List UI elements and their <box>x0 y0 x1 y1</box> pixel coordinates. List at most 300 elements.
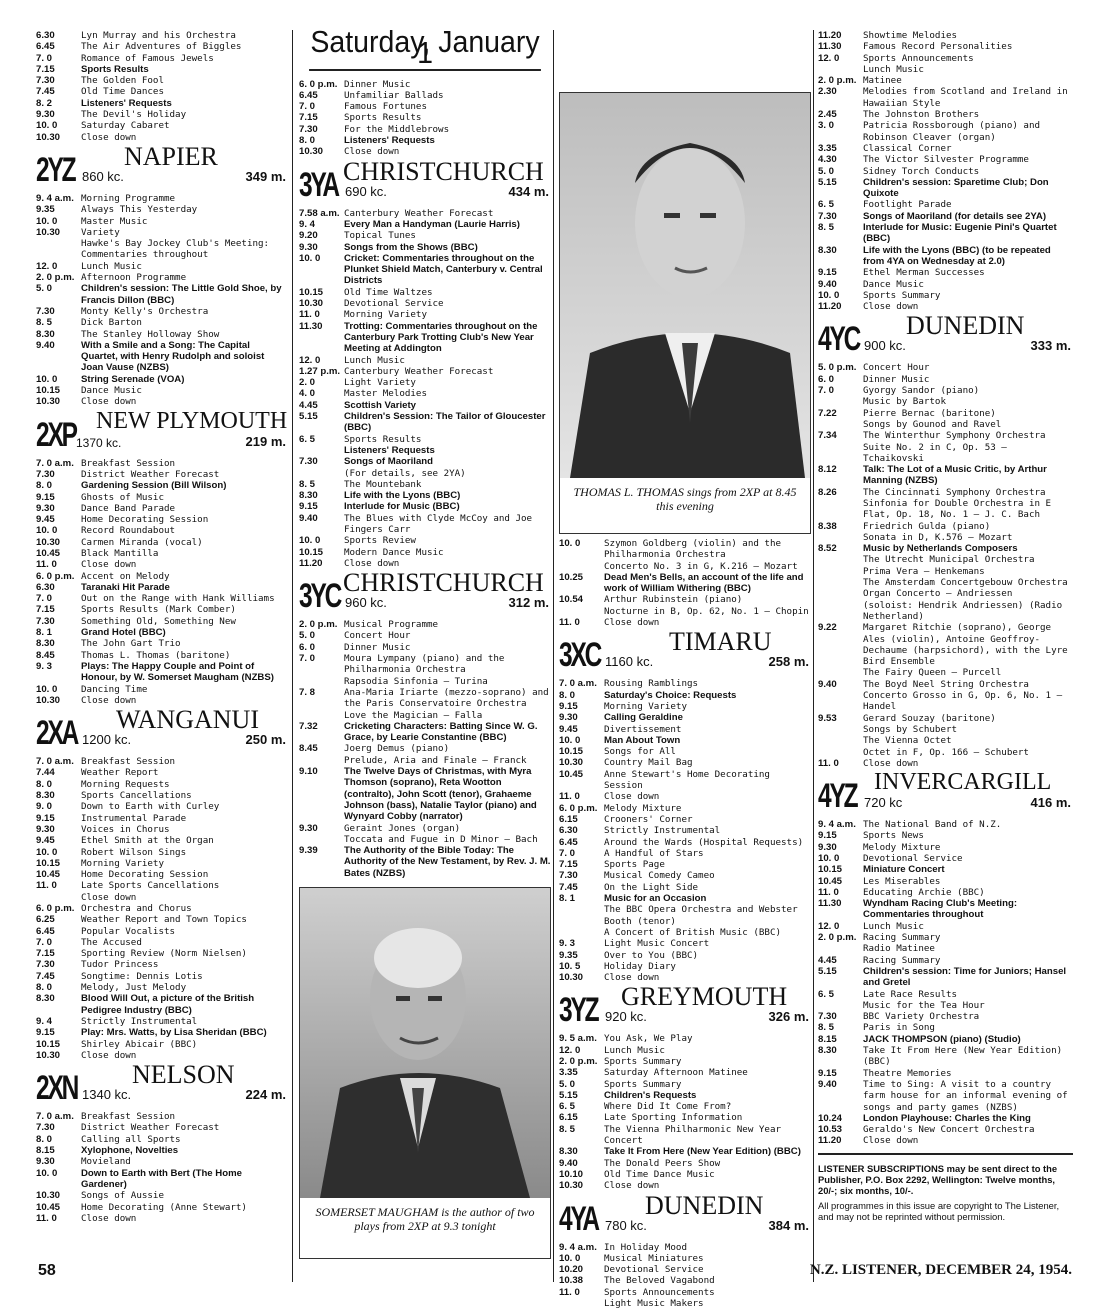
programme-title: Grand Hotel (BBC) <box>81 627 166 639</box>
programme-title: You Ask, We Play <box>604 1033 693 1045</box>
programme-row <box>36 64 288 75</box>
programme-time: 9. 4 a.m. <box>818 819 856 831</box>
subscription-text: LISTENER SUBSCRIPTIONS may be sent direct to the Publisher, P.O. Box 2292, Wellington: Twelve months, 20/-; six months, 10/-. <box>818 1162 1058 1196</box>
programme-row <box>36 801 288 812</box>
programme-row <box>36 1134 288 1145</box>
programme-row <box>818 430 1073 441</box>
programme-time: 9.45 <box>559 723 578 735</box>
programme-title: Lunch Music <box>863 63 924 75</box>
programme-time: 3.35 <box>559 1067 578 1079</box>
programme-row <box>36 30 288 41</box>
programme-list <box>299 619 551 879</box>
programme-title: Musical Comedy Cameo <box>604 870 715 882</box>
maugham-caption: SOMERSET MAUGHAM is the author of two plays from 2XP at 9.3 tonight <box>315 1205 535 1234</box>
programme-row <box>559 690 811 701</box>
programme-time: 7.15 <box>36 948 55 960</box>
programme-row <box>818 385 1073 396</box>
programme-time: 10.53 <box>818 1124 843 1136</box>
programme-title: Sports Results <box>81 63 149 75</box>
programme-time: 8. 0 <box>36 1133 53 1145</box>
programme-row <box>36 329 288 340</box>
programme-title: Devotional Service <box>604 1264 704 1276</box>
programme-row <box>36 847 288 858</box>
programme-row <box>36 858 288 869</box>
column-2 <box>299 30 551 1263</box>
programme-title: JACK THOMPSON (piano) (Studio) <box>863 1033 1021 1045</box>
programme-title: Movieland <box>81 1156 131 1168</box>
programme-row <box>818 211 1073 222</box>
programme-time: 4.30 <box>818 154 837 166</box>
programme-title: Songs by Schubert <box>863 723 958 735</box>
programme-time: 10.30 <box>559 757 584 769</box>
programme-row <box>36 903 288 914</box>
programme-row <box>559 904 811 927</box>
programme-row <box>818 876 1073 887</box>
programme-title: Close down <box>604 972 660 984</box>
programme-title: Octet in F, Op. 166 — Schubert <box>863 746 1029 758</box>
programme-row <box>818 199 1073 210</box>
programme-title: Dick Barton <box>81 317 142 329</box>
programme-list <box>818 30 1073 312</box>
programme-time: 7.44 <box>36 767 55 779</box>
programme-title: Matinee <box>863 75 902 87</box>
programme-row <box>36 340 288 374</box>
programme-time: 8. 5 <box>818 1022 835 1034</box>
programme-row <box>299 755 551 766</box>
station-city: DUNEDIN <box>645 1190 764 1220</box>
programme-time: 10.15 <box>36 857 61 869</box>
programme-row <box>559 1067 811 1078</box>
programme-title: Late Sports Cancellations <box>81 880 220 892</box>
programme-title: Szymon Goldberg (violin) and the Philharmonia Orchestra <box>604 538 782 561</box>
programme-title: Late Race Results <box>863 988 958 1000</box>
programme-title: Prima Vera — Henkemans <box>863 565 985 577</box>
programme-time: 4.45 <box>818 954 837 966</box>
programme-title: Taranaki Hit Parade <box>81 581 170 593</box>
programme-title: The Donald Peers Show <box>604 1157 721 1169</box>
programme-title: Famous Fortunes <box>344 101 427 113</box>
programme-time: 10. 0 <box>818 853 840 864</box>
programme-row <box>559 882 811 893</box>
programme-time: 5.15 <box>818 965 837 977</box>
programme-time <box>818 396 863 407</box>
programme-row <box>559 814 811 825</box>
station-header-4ya <box>559 1190 811 1238</box>
programme-time: 11. 0 <box>559 617 580 629</box>
programme-time: 7. 0 a.m. <box>36 756 74 768</box>
programme-time: 7.45 <box>36 86 55 98</box>
programme-title: Lunch Music <box>81 260 142 272</box>
programme-time: 4. 0 <box>299 388 316 400</box>
programme-title: Take It From Here (New Year Edition) (BBC) <box>863 1045 1063 1068</box>
programme-time: 10.30 <box>559 972 584 984</box>
programme-row <box>559 757 811 768</box>
programme-time <box>299 755 344 766</box>
programme-time: 8. 0 <box>36 982 53 994</box>
programme-row <box>818 120 1073 143</box>
programme-title: District Weather Forecast <box>81 1122 220 1134</box>
column-rule <box>553 30 554 1282</box>
station-city: GREYMOUTH <box>621 982 788 1012</box>
maugham-photo-frame <box>299 887 551 1259</box>
programme-title: Dead Men's Bells, an account of the life and work of William Withering (BBC) <box>604 571 804 595</box>
programme-title: Xylophone, Novelties <box>81 1145 179 1157</box>
programme-time: 10.45 <box>36 547 61 559</box>
programme-title: Talk: The Lot of a Music Critic, by Arthur Manning (NZBS) <box>863 464 1047 487</box>
programme-time: 7.45 <box>559 881 578 893</box>
programme-row <box>36 869 288 880</box>
programme-row <box>36 41 288 52</box>
programme-row <box>818 374 1073 385</box>
programme-row <box>36 306 288 317</box>
column-4 <box>818 30 1073 1222</box>
programme-row <box>299 230 551 241</box>
programme-title: Prelude, Aria and Finale — Franck <box>344 754 527 766</box>
programme-time: 7. 0 <box>36 52 53 64</box>
programme-time: 1.27 p.m. <box>299 365 341 377</box>
programme-time: 12. 0 <box>559 1044 581 1056</box>
programme-row <box>818 53 1073 64</box>
programme-time: 10.24 <box>818 1112 843 1124</box>
programme-time: 5. 0 <box>818 165 835 177</box>
programme-row <box>36 109 288 120</box>
programme-time: 10.54 <box>559 594 584 606</box>
programme-title: Dance Music <box>863 278 924 290</box>
programme-time <box>818 577 863 588</box>
programme-row <box>818 543 1073 554</box>
programme-time <box>818 735 863 746</box>
station-wavelength: 312 m. <box>508 595 549 611</box>
programme-title: Educating Archie (BBC) <box>863 886 985 898</box>
programme-title: With a Smile and a Song: The Capital Quartet, with Henry Rudolph and soloist Joan Vause (NZBS) <box>81 339 265 374</box>
programme-row <box>559 893 811 904</box>
programme-title: Melody, Just Melody <box>81 982 187 994</box>
programme-title: Sports Announcements <box>863 52 974 64</box>
programme-row <box>299 445 551 456</box>
programme-time: 2. 0 p.m. <box>559 1055 598 1067</box>
programme-time: 8.15 <box>818 1033 837 1045</box>
programme-row <box>559 1275 811 1286</box>
programme-title: Children's Session: The Tailor of Gloucester (BBC) <box>344 411 546 434</box>
programme-time: 10.15 <box>299 286 324 298</box>
programme-title: Concert Hour <box>863 362 930 374</box>
programme-title: Music by Netherlands Composers <box>863 543 1018 555</box>
station-code: 2XN <box>36 1069 78 1108</box>
programme-title: On the Light Side <box>604 881 699 893</box>
programme-title: (For details, see 2YA) <box>344 467 466 479</box>
programme-row <box>299 676 551 687</box>
programme-row <box>36 638 288 649</box>
programme-title: Listeners' Requests <box>344 444 435 456</box>
programme-row <box>559 1169 811 1180</box>
programme-row <box>36 272 288 283</box>
programme-time: 5. 0 <box>36 283 53 295</box>
programme-row <box>299 112 551 123</box>
programme-row <box>36 238 288 261</box>
station-frequency: 1200 kc. <box>82 732 132 748</box>
programme-time: 8.30 <box>559 1146 578 1158</box>
programme-row <box>818 177 1073 200</box>
programme-row <box>818 679 1073 690</box>
programme-list <box>299 79 551 158</box>
programme-title: The John Gart Trio <box>81 638 181 650</box>
programme-row <box>299 135 551 146</box>
programme-time <box>36 892 81 903</box>
programme-row <box>299 366 551 377</box>
programme-title: Sports Review <box>344 535 416 547</box>
divider <box>818 1153 1073 1155</box>
programme-title: Scottish Variety <box>344 399 416 411</box>
programme-row <box>818 577 1073 588</box>
programme-row <box>818 1022 1073 1033</box>
programme-row <box>36 824 288 835</box>
programme-title: Topical Tunes <box>344 230 416 242</box>
programme-title: Close down <box>344 146 400 158</box>
programme-title: Children's Requests <box>604 1089 697 1101</box>
programme-title: Afternoon Programme <box>81 272 187 284</box>
programme-row <box>559 1287 811 1298</box>
programme-list <box>36 193 288 408</box>
programme-time: 7.30 <box>299 123 318 135</box>
programme-time: 7.30 <box>36 305 55 317</box>
programme-time: 8.30 <box>818 244 837 256</box>
programme-time: 11.20 <box>818 30 842 41</box>
programme-row <box>36 1156 288 1167</box>
programme-title: Variety <box>81 226 120 238</box>
programme-title: Children's session: Sparetime Club; Don Quixote <box>863 176 1049 200</box>
programme-title: Musical Miniatures <box>604 1252 704 1264</box>
programme-row <box>36 1168 288 1191</box>
programme-row <box>299 642 551 653</box>
programme-row <box>818 955 1073 966</box>
programme-title: Close down <box>81 694 137 706</box>
programme-time: 9. 0 <box>36 801 53 813</box>
programme-row <box>559 1242 811 1253</box>
programme-row <box>36 1202 288 1213</box>
programme-time: 9.53 <box>818 712 837 724</box>
programme-title: Where Did It Come From? <box>604 1101 732 1113</box>
programme-row <box>818 41 1073 52</box>
station-city: CHRISTCHURCH <box>343 568 544 598</box>
programme-time: 11.20 <box>818 301 842 313</box>
programme-time: 8.38 <box>818 520 837 532</box>
programme-time: 4.45 <box>299 399 318 411</box>
programme-time: 11.30 <box>299 320 323 332</box>
station-wavelength: 258 m. <box>768 654 809 670</box>
programme-row <box>818 830 1073 841</box>
programme-row <box>36 1016 288 1027</box>
programme-time: 8.30 <box>818 1045 837 1057</box>
programme-title: Songs of Maoriland (for details see 2YA) <box>863 210 1047 222</box>
programme-time: 7. 0 a.m. <box>36 1111 74 1123</box>
programme-row <box>36 216 288 227</box>
programme-time: 9.35 <box>36 204 55 216</box>
programme-title: Sports Results (Mark Comber) <box>81 604 236 616</box>
programme-row <box>559 1033 811 1044</box>
programme-time <box>818 566 863 577</box>
programme-title: Down to Earth with Curley <box>81 801 220 813</box>
programme-title: Lunch Music <box>604 1044 665 1056</box>
programme-time: 7. 0 <box>36 593 53 605</box>
programme-row <box>559 927 811 938</box>
programme-time: 10. 0 <box>36 373 58 385</box>
programme-title: The National Band of N.Z. <box>863 819 1002 831</box>
programme-title: Down to Earth with Bert (The Home Gardener) <box>81 1167 242 1190</box>
station-wavelength: 219 m. <box>245 433 286 449</box>
programme-row <box>299 355 551 366</box>
programme-time: 8.45 <box>299 743 318 755</box>
programme-row <box>36 948 288 959</box>
programme-row <box>559 1158 811 1169</box>
programme-time: 9.22 <box>818 622 837 634</box>
station-frequency: 860 kc. <box>82 168 124 184</box>
programme-title: A Handful of Stars <box>604 847 704 859</box>
programme-time: 7. 0 <box>818 385 835 397</box>
programme-title: Black Mantilla <box>81 547 159 559</box>
programme-row <box>559 1101 811 1112</box>
programme-time: 10.30 <box>36 536 61 548</box>
programme-row <box>818 75 1073 86</box>
programme-time: 11.20 <box>299 557 323 569</box>
programme-row <box>299 501 551 512</box>
programme-title: Master Music <box>81 215 148 227</box>
programme-time: 9.40 <box>818 278 837 290</box>
programme-title: Lunch Music <box>863 920 924 932</box>
programme-title: The Utrecht Municipal Orchestra <box>863 554 1035 566</box>
programme-title: Sports Cancellations <box>81 790 192 802</box>
programme-row <box>818 487 1073 521</box>
programme-row <box>818 932 1073 943</box>
programme-time: 10. 0 <box>299 252 321 264</box>
programme-row <box>36 582 288 593</box>
programme-time: 7.30 <box>36 1122 55 1134</box>
programme-list <box>559 678 811 983</box>
programme-row <box>559 1079 811 1090</box>
programme-title: Devotional Service <box>344 298 444 310</box>
programme-title: Saturday Afternoon Matinee <box>604 1067 748 1079</box>
programme-title: Breakfast Session <box>81 1111 176 1123</box>
programme-row <box>36 756 288 767</box>
programme-title: Suite No. 2 in C, Op. 53 — Tchaikovski <box>863 441 1007 464</box>
programme-title: Breakfast Session <box>81 756 176 768</box>
programme-title: Life with the Lyons (BBC) <box>344 490 461 502</box>
programme-row <box>559 1146 811 1157</box>
station-header-2xp <box>36 407 288 454</box>
programme-time: 9.15 <box>818 267 837 279</box>
programme-time <box>818 600 863 623</box>
programme-row <box>299 630 551 641</box>
programme-title: Sports News <box>863 830 924 842</box>
station-city: INVERCARGILL <box>874 769 1052 796</box>
programme-time: 8.30 <box>36 638 55 650</box>
programme-title: Sports Announcements <box>604 1286 715 1298</box>
programme-title: Modern Dance Music <box>344 546 444 558</box>
programme-time: 12. 0 <box>818 52 840 64</box>
programme-time: 10. 5 <box>559 960 581 972</box>
programme-time: 10. 0 <box>36 120 58 132</box>
programme-row <box>36 283 288 306</box>
programme-row <box>818 1124 1073 1135</box>
station-code: 4YZ <box>818 777 857 816</box>
programme-time: 9.15 <box>36 1027 55 1039</box>
programme-title: The Accused <box>81 936 142 948</box>
programme-title: Classical Corner <box>863 142 952 154</box>
station-city: WANGANUI <box>116 705 259 735</box>
programme-time <box>818 747 863 758</box>
programme-time <box>818 554 863 565</box>
programme-row <box>559 1298 811 1309</box>
programme-time <box>559 561 604 572</box>
programme-row <box>36 1145 288 1156</box>
programme-row <box>299 79 551 90</box>
column-rule <box>292 30 293 1282</box>
programme-title: Gyorgy Sandor (piano) <box>863 385 980 397</box>
programme-row <box>559 701 811 712</box>
programme-title: Morning Programme <box>81 192 176 204</box>
programme-time: 9.10 <box>299 766 318 778</box>
programme-row <box>36 75 288 86</box>
programme-title: The Mountebank <box>344 478 422 490</box>
station-frequency: 900 kc. <box>864 338 906 354</box>
programme-row <box>36 813 288 824</box>
programme-time: 7. 0 a.m. <box>559 678 597 690</box>
programme-row <box>818 408 1073 419</box>
programme-time: 6. 5 <box>559 1101 576 1113</box>
programme-row <box>36 684 288 695</box>
programme-title: Dinner Music <box>344 641 411 653</box>
programme-row <box>559 769 811 792</box>
programme-title: Something Old, Something New <box>81 615 236 627</box>
programme-row <box>299 101 551 112</box>
programme-time: 7.30 <box>818 1011 837 1023</box>
programme-title: Melody Mixture <box>863 841 941 853</box>
programme-time: 8. 0 <box>559 689 576 701</box>
programme-row <box>299 309 551 320</box>
programme-row <box>818 1079 1073 1113</box>
programme-row <box>818 464 1073 487</box>
copyright-text: All programmes in this issue are copyright to The Listener, and may not be reprinted without permission. <box>818 1199 1060 1222</box>
programme-row <box>299 687 551 710</box>
station-wavelength: 326 m. <box>768 1009 809 1025</box>
programme-row <box>818 521 1073 532</box>
programme-row <box>36 767 288 778</box>
programme-row <box>559 803 811 814</box>
programme-title: In Holiday Mood <box>604 1241 687 1253</box>
programme-row <box>818 1045 1073 1068</box>
programme-time: 6. 0 p.m. <box>36 903 75 914</box>
programme-time: 8.26 <box>818 486 837 498</box>
programme-title: Music for an Occasion <box>604 893 707 905</box>
programme-time: 8.15 <box>36 1145 55 1157</box>
programme-title: Around the Wards (Hospital Requests) <box>604 836 804 848</box>
programme-title: Songs of Aussie <box>81 1190 164 1202</box>
programme-title: Dinner Music <box>863 373 930 385</box>
programme-title: Light Variety <box>344 377 416 389</box>
programme-time: 9.40 <box>559 1157 578 1169</box>
programme-title: Patricia Rossborough (piano) and Robinson Cleaver (organ) <box>863 120 1041 143</box>
programme-time: 8.30 <box>36 993 55 1005</box>
programme-time <box>299 834 344 845</box>
programme-title: Rousing Ramblings <box>604 678 699 690</box>
programme-title: Children's session: Time for Juniors; Hansel and Gretel <box>863 965 1067 989</box>
programme-row <box>36 604 288 615</box>
programme-time: 7.30 <box>36 75 55 87</box>
programme-time: 9. 4 a.m. <box>36 192 74 204</box>
station-frequency: 1160 kc. <box>605 654 654 670</box>
station-header-2xa <box>36 705 288 753</box>
programme-time: 7.30 <box>559 870 578 882</box>
programme-row <box>818 362 1073 373</box>
